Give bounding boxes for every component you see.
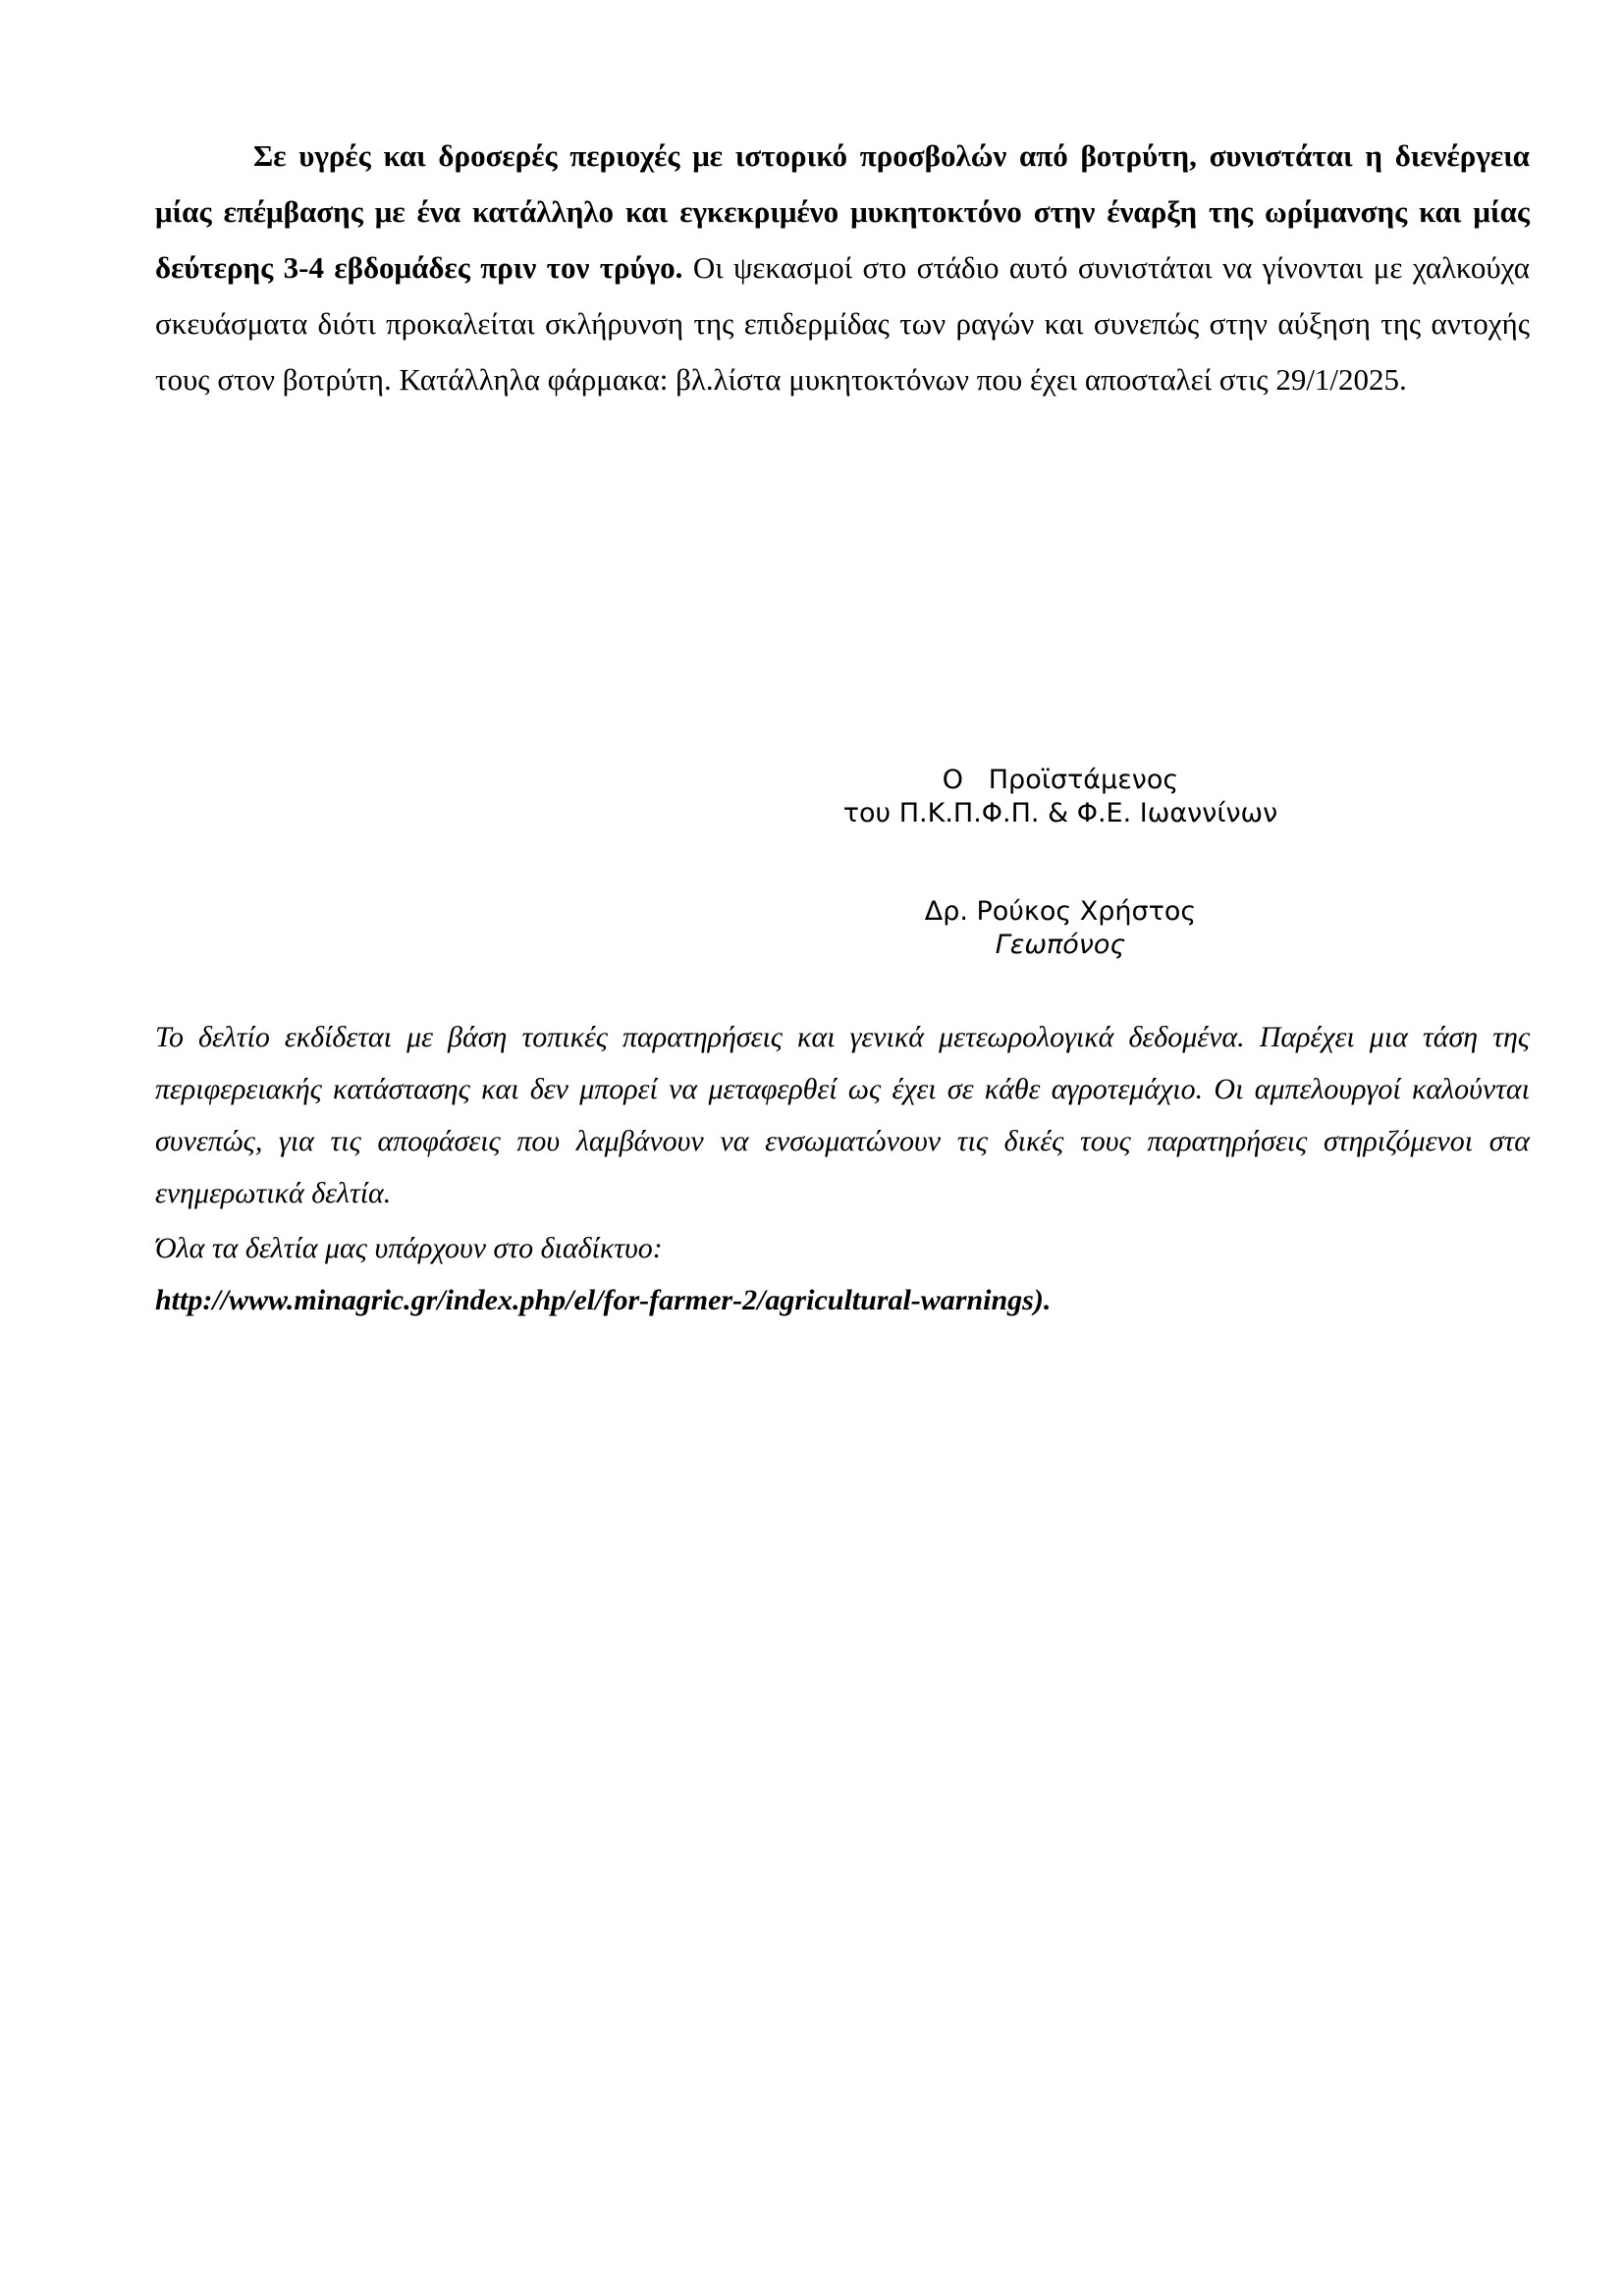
signature-role-line2: του Π.Κ.Π.Φ.Π. & Φ.Ε. Ιωαννίνων — [842, 798, 1278, 828]
signature-role-line1: Ο Προϊστάμενος — [942, 765, 1179, 795]
main-paragraph — [155, 128, 1530, 407]
links-label: Όλα τα δελτία μας υπάρχουν στο διαδίκτυο: — [155, 1232, 663, 1264]
signature-name: Δρ. Ρούκος Χρήστος — [924, 896, 1197, 927]
main-paragraph-bold: Σε υγρές και δροσερές περιοχές με ιστορικό προσβολών από βοτρύτη, συνιστάται η διενέργεια μίας επέμβασης με ένα κατάλληλο και εγκεκριμένο μυκητοκτόνο στην έναρξη της ωρίμανσης και μίας δεύτερης 3-4 εβδομάδες πριν τον τρύγο. — [155, 138, 1530, 285]
disclaimer-paragraph: Το δελτίο εκδίδεται με βάση τοπικές παρατηρήσεις και γενικά μετεωρολογικά δεδομένα. Παρέχει μια τάση της περιφερειακής κατάστασης και δεν μπορεί να μεταφερθεί ως έχει σε κάθε αγροτεμάχιο. Οι αμπελουργοί καλούνται συνεπώς, για τις αποφάσεις που λαμβάνουν να ενσωματώνουν τις δικές τους παρατηρήσεις στηριζόμενοι στα ενημερωτικά δελτία. — [155, 1021, 1530, 1209]
signature-person — [717, 895, 1404, 962]
bulletins-link[interactable]: http://www.minagric.gr/index.php/el/for-farmer-2/agricultural-warnings). — [155, 1284, 1052, 1316]
main-paragraph-regular: Οι ψεκασμοί στο στάδιο αυτό συνιστάται να γίνονται με χαλκούχα σκευάσματα διότι προκαλείται σκλήρυνση της επιδερμίδας των ραγών και συνεπώς στην αύξηση της αντοχής τους στον βοτρύτη. Κατάλληλα φάρμακα: βλ.λίστα μυκητοκτόνων που έχει αποσταλεί στις 29/1/2025. — [155, 250, 1530, 397]
signature-title: Γεωπόνος — [995, 930, 1126, 960]
signature-role — [717, 764, 1404, 830]
